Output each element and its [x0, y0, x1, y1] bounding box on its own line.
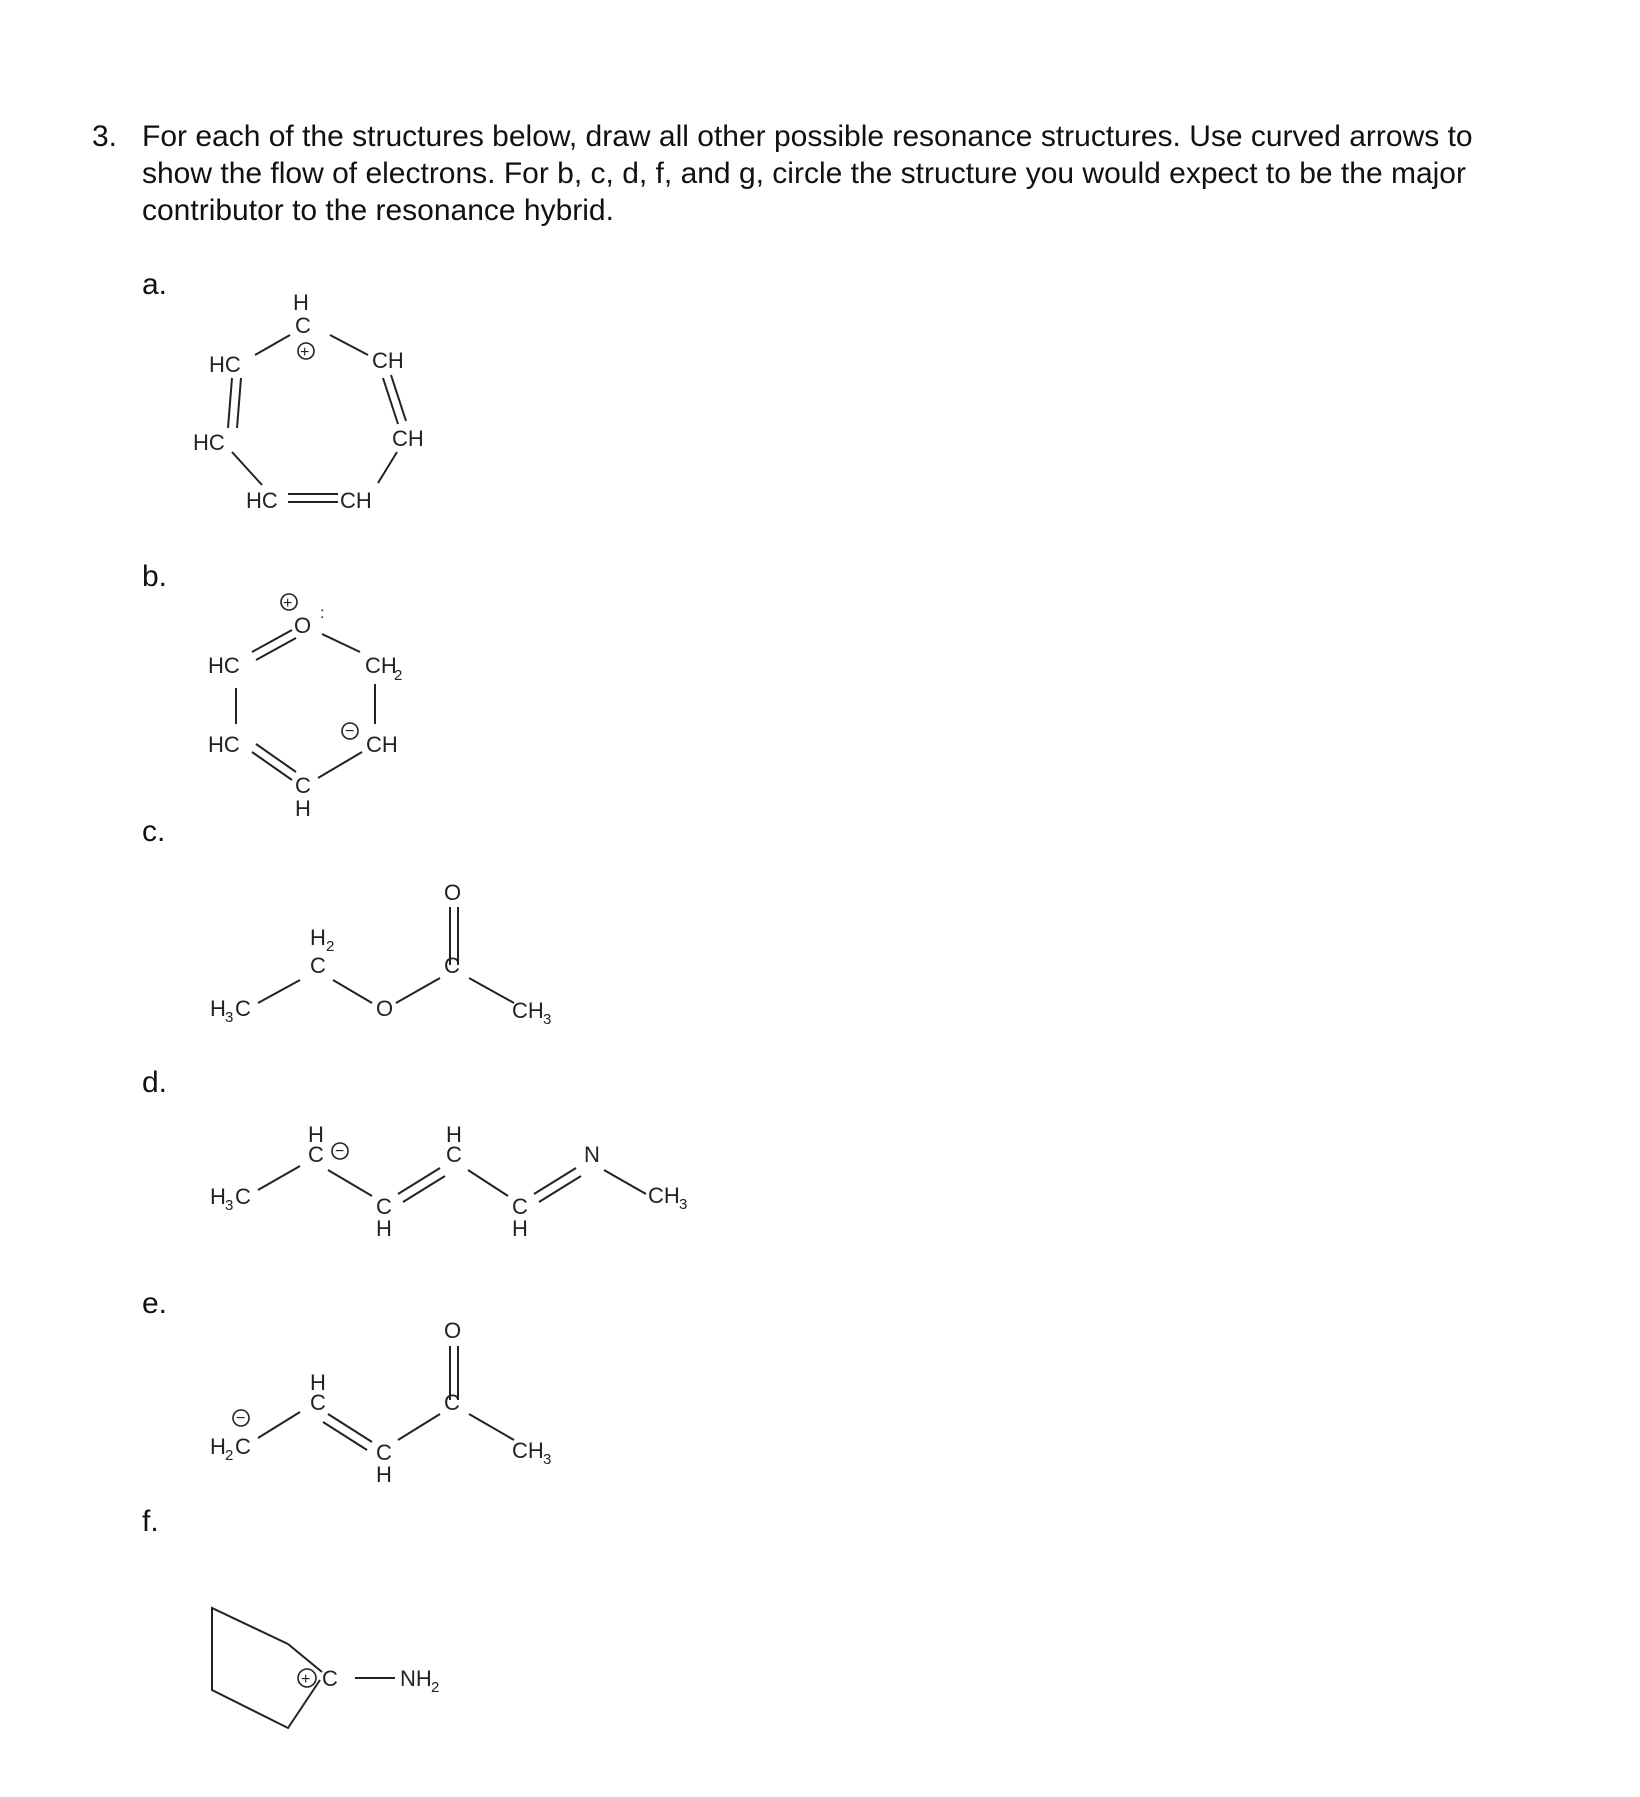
structure-e [210, 1318, 551, 1487]
atom-h: H [295, 796, 311, 821]
atom-ch: CH [372, 348, 404, 373]
subscript-2: 2 [326, 938, 335, 955]
atom-ch3: CH [512, 998, 544, 1023]
charge-plus: + [301, 1671, 311, 1688]
atom-n: N [584, 1142, 600, 1167]
atom-c: C [322, 1666, 338, 1691]
atom-ch: CH [366, 732, 398, 757]
part-label-f: f. [142, 1505, 159, 1538]
charge-minus: − [345, 723, 355, 740]
atom-c: C [308, 1142, 324, 1167]
atom-h: H [293, 290, 309, 315]
atom-hc: HC [208, 732, 240, 757]
structure-d [210, 1122, 687, 1241]
atom-c: C [235, 1434, 251, 1459]
charge-minus: − [335, 1143, 345, 1160]
question-text: For each of the structures below, draw all other possible resonance structures. Use curved arrows to show the flow of electrons. For b, c, d, f, and g, circle the structure you would expect to be the major contributor to the resonance hybrid. [142, 120, 1473, 227]
subscript-2: 2 [394, 667, 403, 684]
atom-c: C [235, 996, 251, 1021]
atom-o: O [294, 613, 312, 638]
part-label-d: d. [142, 1066, 168, 1099]
atom-h3c: H [210, 1184, 226, 1209]
charge-plus: + [300, 344, 310, 361]
atom-ch: CH [392, 426, 424, 451]
part-label-c: c. [142, 815, 166, 848]
atom-ch3: CH [648, 1183, 680, 1208]
atom-c: C [446, 1142, 462, 1167]
atom-h: H [512, 1216, 528, 1241]
atom-c: C [310, 953, 326, 978]
atom-hc: HC [193, 430, 225, 455]
subscript-3: 3 [225, 1197, 234, 1214]
atom-c: C [444, 1390, 460, 1415]
subscript-2: 2 [431, 1679, 440, 1696]
subscript-3: 3 [225, 1009, 234, 1026]
atom-c: C [295, 313, 311, 338]
atom-ch3: CH [512, 1438, 544, 1463]
atom-hc: HC [246, 488, 278, 513]
atom-h: H [376, 1216, 392, 1241]
part-label-a: a. [142, 268, 168, 301]
structure-f [212, 1608, 439, 1728]
atom-c: C [376, 1440, 392, 1465]
atom-h: H [310, 1370, 326, 1395]
atom-o: O [444, 880, 462, 905]
subscript-2: 2 [225, 1447, 234, 1464]
atom-hc: HC [208, 653, 240, 678]
lone-pair: : [320, 605, 325, 622]
atom-h: H [446, 1122, 462, 1147]
atom-ch2: CH [365, 653, 397, 678]
atom-c: C [295, 773, 311, 798]
atom-nh2: NH [400, 1666, 432, 1691]
atom-o: O [444, 1318, 462, 1343]
atom-h: H [308, 1122, 324, 1147]
charge-plus: + [283, 595, 293, 612]
atom-h2c: H [210, 1434, 226, 1459]
atom-c: C [444, 953, 460, 978]
atom-c: C [235, 1184, 251, 1209]
atom-o: O [376, 996, 394, 1021]
structure-a [193, 290, 424, 513]
subscript-3: 3 [543, 1011, 552, 1028]
atom-c: C [376, 1194, 392, 1219]
subscript-3: 3 [543, 1451, 552, 1468]
structure-b [208, 594, 402, 821]
atom-h2: H [310, 925, 326, 950]
part-label-b: b. [142, 560, 168, 593]
atom-h: H [376, 1462, 392, 1487]
atom-c: C [512, 1194, 528, 1219]
atom-ch: CH [340, 488, 372, 513]
atom-c: C [310, 1390, 326, 1415]
question-number: 3. [92, 120, 118, 153]
atom-hc: HC [209, 352, 241, 377]
structure-c [210, 880, 551, 1028]
part-label-e: e. [142, 1287, 168, 1320]
atom-h3c: H [210, 996, 226, 1021]
subscript-3: 3 [679, 1196, 688, 1213]
charge-minus: − [236, 1410, 246, 1427]
